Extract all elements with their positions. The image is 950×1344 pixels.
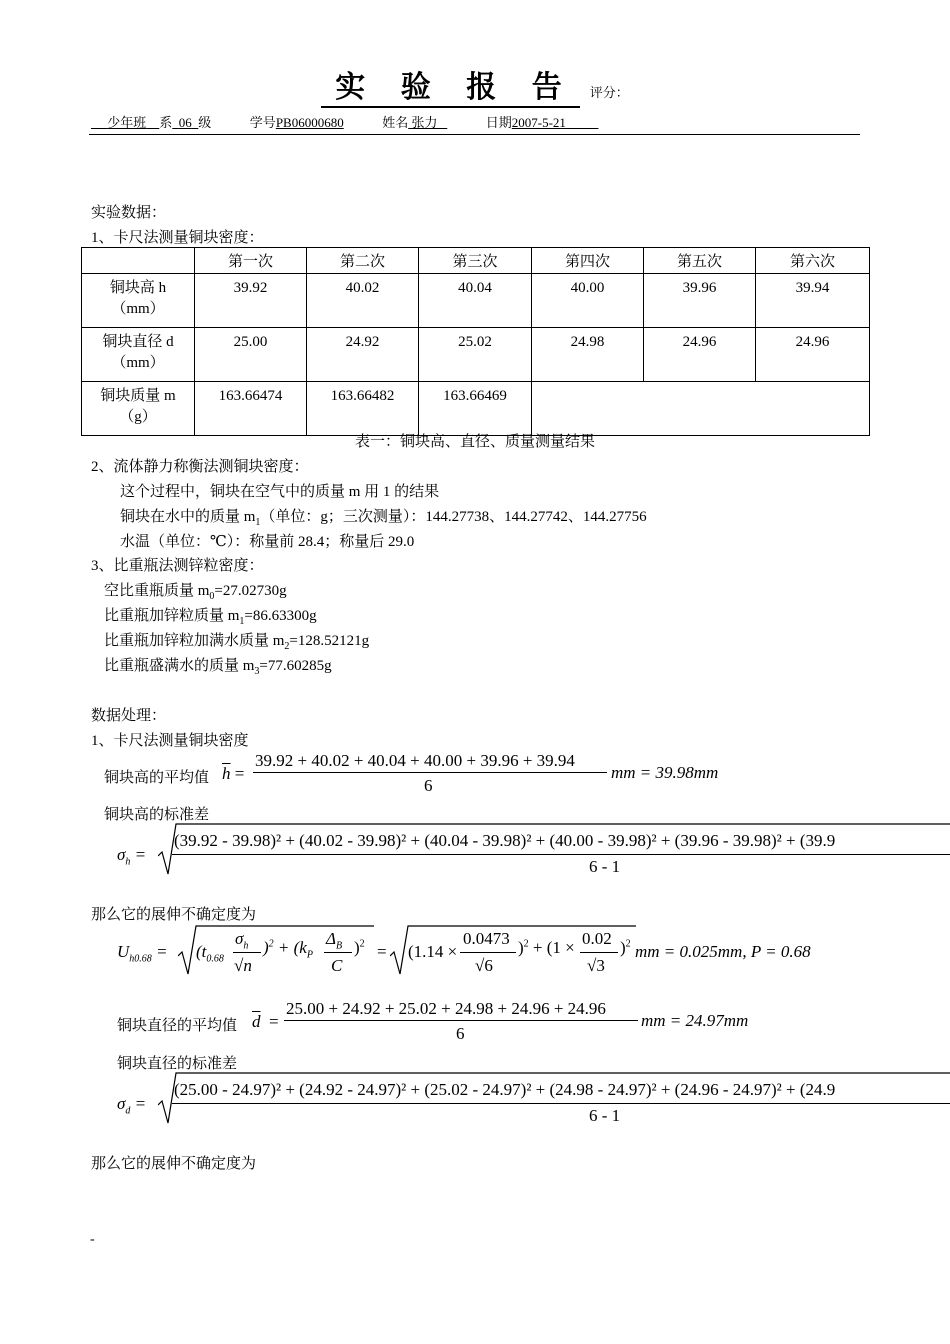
table-cell: 40.02	[307, 274, 419, 328]
table-cell: 163.66482	[307, 382, 419, 436]
uncertainty-label-2: 那么它的展伸不确定度为	[91, 1156, 257, 1172]
d-std-label: 铜块直径的标准差	[117, 1056, 238, 1072]
col-header: 第三次	[419, 248, 532, 274]
part3-line3: 比重瓶加锌粒加满水质量 $m_2=128.52121g$	[104, 633, 370, 652]
h-mean-label: 铜块高的平均值	[104, 770, 210, 786]
dept-label: 系	[159, 115, 173, 130]
part2-title: 2、流体静力称衡法测铜块密度：	[91, 459, 309, 475]
class-name: 少年班	[107, 115, 147, 130]
part1-title: 1、卡尺法测量铜块密度：	[91, 230, 264, 246]
table-cell: 39.94	[756, 274, 870, 328]
table-cell: 24.92	[307, 328, 419, 382]
u-formula-terms: ($t_{0.68}$	[196, 942, 224, 965]
table-row	[82, 274, 870, 328]
table-cell: 39.92	[195, 274, 307, 328]
table-cell: 163.66469	[419, 382, 532, 436]
part3-line4: 比重瓶盛满水的质量 $m_3=77.60285g$	[104, 658, 332, 677]
table-row	[82, 328, 870, 382]
processing-sub1: 1、卡尺法测量铜块密度	[91, 733, 249, 749]
u-symbol: $U_{h0.68}$ =	[117, 942, 168, 965]
part2-line1: 这个过程中，铜块在空气中的质量 m 用 1 的结果	[120, 484, 440, 500]
table-cell: 24.96	[756, 328, 870, 382]
table-cell: 39.96	[644, 274, 756, 328]
h-bar-symbol: $\overline{h}$ =	[222, 764, 245, 783]
h-std-label: 铜块高的标准差	[104, 807, 210, 823]
d-std-numerator: (25.00 - 24.97)² + (24.92 - 24.97)² + (25.02 - 24.97)² + (24.98 - 24.97)² + (24.96 - 24.97)² + (24.9	[174, 1080, 836, 1099]
report-title-block	[0, 62, 950, 106]
part3-title: 3、比重瓶法测锌粒密度：	[91, 558, 264, 574]
table-cell: 24.98	[532, 328, 644, 382]
uncertainty-label: 那么它的展伸不确定度为	[91, 907, 257, 923]
d-mean-numerator: 25.00 + 24.92 + 25.02 + 24.98 + 24.96 + 24.96	[286, 999, 606, 1018]
row-label: 铜块质量 m （g）	[82, 382, 195, 436]
grade-label: 级	[198, 115, 212, 130]
uncertainty-result: mm = 0.025mm, P = 0.68	[635, 942, 811, 961]
header-divider	[89, 134, 860, 135]
table-cell: 163.66474	[195, 382, 307, 436]
measurement-table	[81, 247, 870, 436]
name-label: 姓名	[382, 115, 409, 130]
fraction-line	[284, 1020, 638, 1021]
sigma-h-symbol: $\sigma_h$ =	[117, 845, 147, 868]
student-info-line	[91, 112, 598, 131]
h-std-numerator: (39.92 - 39.98)² + (40.02 - 39.98)² + (40.04 - 39.98)² + (40.00 - 39.98)² + (39.96 - 39.98)² + (39.9	[174, 831, 836, 850]
fraction-line	[253, 772, 607, 773]
d-bar-symbol: $\overline{d}$ =	[252, 1012, 279, 1031]
table-cell: 25.02	[419, 328, 532, 382]
row-label: 铜块高 h （mm）	[82, 274, 195, 328]
table-cell: 40.04	[419, 274, 532, 328]
h-std-denominator: 6 - 1	[589, 857, 621, 876]
part3-line2: 比重瓶加锌粒质量 $m_1=86.63300g$	[104, 608, 317, 627]
score-label: 评分：	[589, 85, 629, 100]
d-mean-result: mm = 24.97mm	[641, 1011, 749, 1030]
row-label: 铜块直径 d （mm）	[82, 328, 195, 382]
d-mean-denominator: 6	[456, 1024, 465, 1043]
sigma-d-symbol: $\sigma_d$ =	[117, 1094, 147, 1117]
part2-line3: 水温（单位：℃）：称量前 28.4；称量后 29.0	[120, 534, 415, 550]
h-mean-result: mm = 39.98mm	[611, 763, 719, 782]
date-label: 日期	[485, 115, 512, 130]
part2-line2: 铜块在水中的质量 $m_1$（单位：g；三次测量）：144.27738、144.27742、144.27756	[120, 509, 647, 528]
report-title: 实 验 报 告	[321, 71, 580, 108]
student-id: PB06000680	[275, 115, 344, 130]
h-mean-numerator: 39.92 + 40.02 + 40.04 + 40.00 + 39.96 + 39.94	[255, 751, 575, 770]
col-header: 第一次	[195, 248, 307, 274]
fraction-line	[172, 854, 950, 855]
col-header: 第二次	[307, 248, 419, 274]
h-mean-denominator: 6	[424, 776, 433, 795]
table-caption: 表一：铜块高、直径、质量测量结果	[354, 434, 595, 450]
grade: 06	[178, 115, 192, 130]
table-header-row	[82, 248, 870, 274]
student-id-label: 学号	[249, 115, 276, 130]
table-cell-empty	[532, 382, 870, 436]
table-cell: 24.96	[644, 328, 756, 382]
col-header: 第五次	[644, 248, 756, 274]
col-header: 第四次	[532, 248, 644, 274]
col-header: 第六次	[756, 248, 870, 274]
processing-title: 数据处理：	[91, 708, 167, 724]
report-date: 2007-5-21	[511, 115, 566, 130]
table-row	[82, 382, 870, 436]
part3-line1: 空比重瓶质量 $m_0=27.02730g$	[104, 583, 287, 602]
section-data-title: 实验数据：	[91, 205, 167, 221]
fraction-line	[172, 1103, 950, 1104]
footer-mark: -	[90, 1232, 95, 1247]
d-mean-label: 铜块直径的平均值	[117, 1018, 238, 1034]
d-std-denominator: 6 - 1	[589, 1106, 621, 1125]
table-cell: 25.00	[195, 328, 307, 382]
table-cell: 40.00	[532, 274, 644, 328]
student-name: 张力	[411, 115, 438, 130]
